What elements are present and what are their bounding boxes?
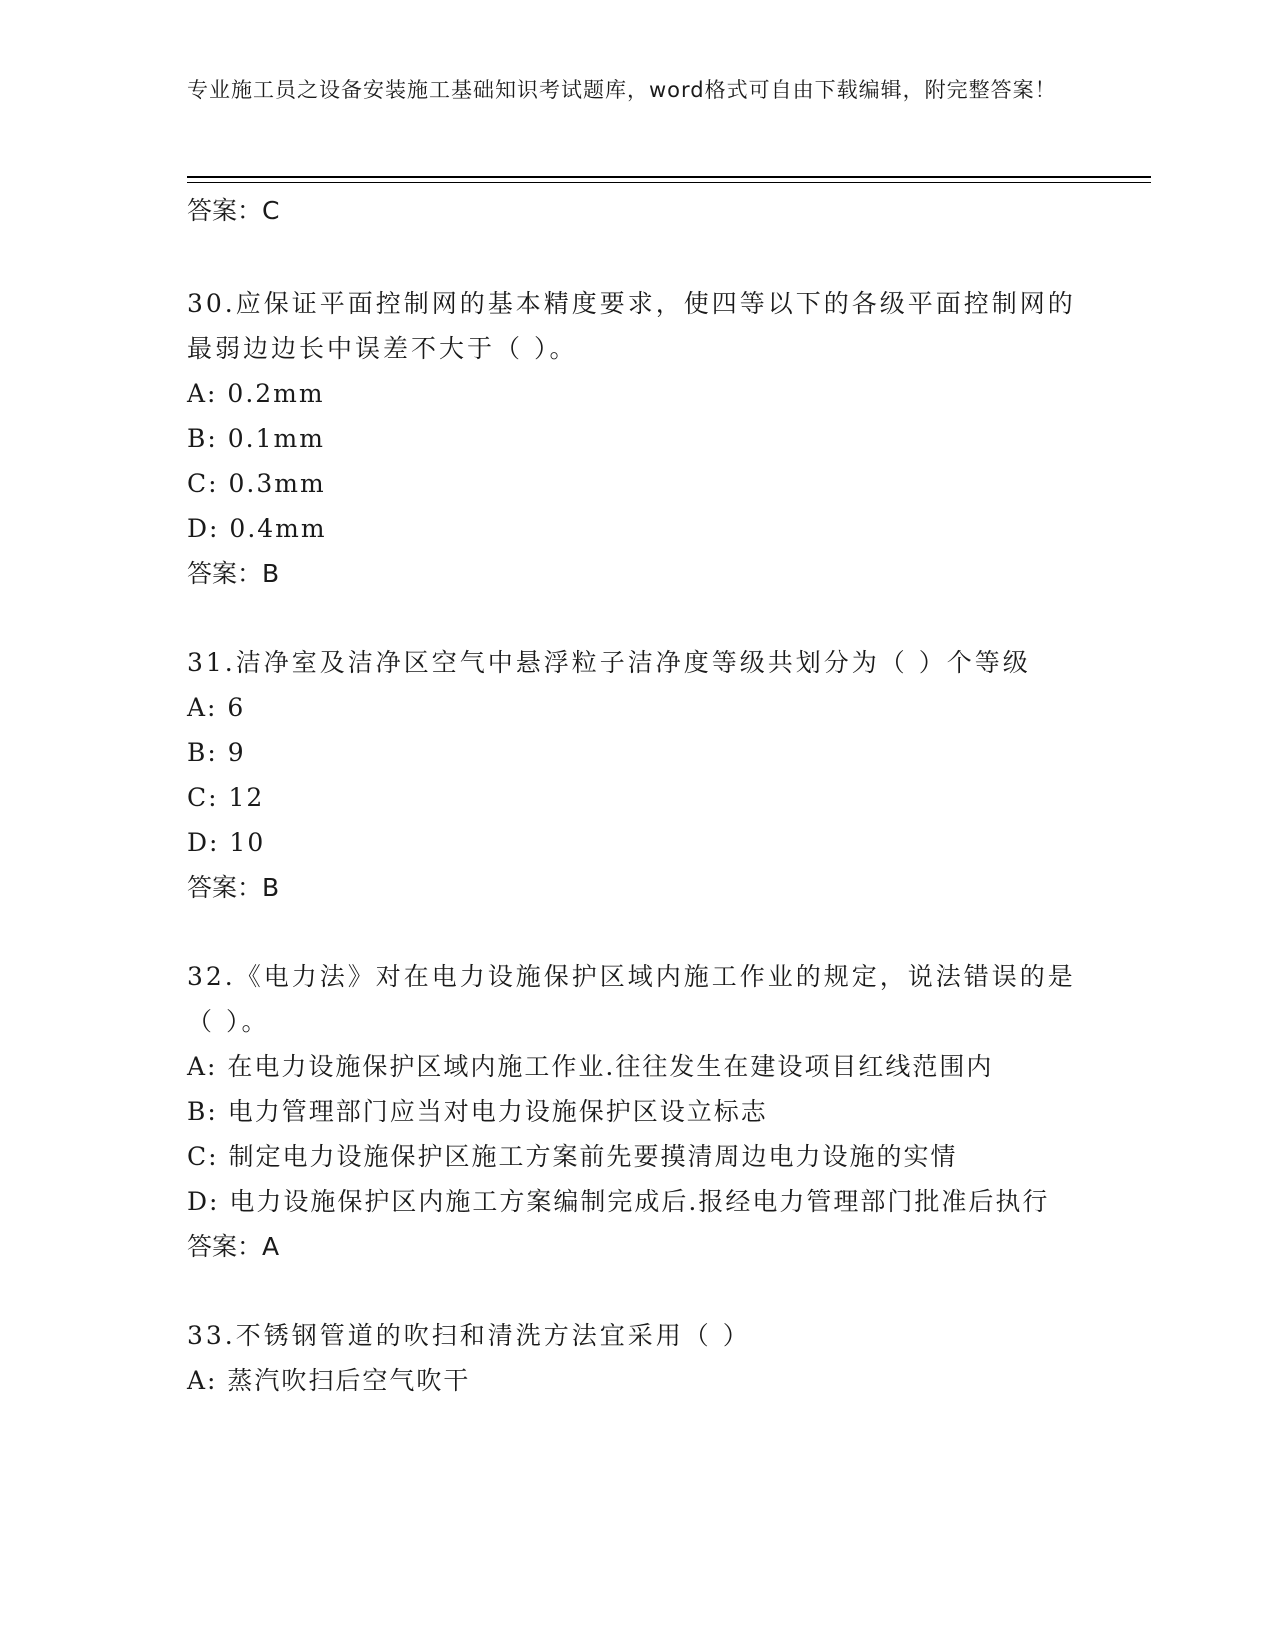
answer-32: 答案：A [187, 1232, 280, 1261]
option-d: D: 10 [187, 828, 266, 857]
question-stem: 31.洁净室及洁净区空气中悬浮粒子洁净度等级共划分为（ ）个等级 [187, 648, 1031, 677]
answer-31: 答案：B [187, 873, 280, 902]
answer-29: 答案：C [187, 196, 280, 225]
answer-30: 答案：B [187, 559, 280, 588]
option-c: C: 12 [187, 783, 265, 812]
document-header: 专业施工员之设备安装施工基础知识考试题库，word格式可自由下载编辑，附完整答案！ [187, 78, 1057, 102]
option-a: A: 在电力设施保护区域内施工作业.往往发生在建设项目红线范围内 [187, 1052, 994, 1081]
question-31 [187, 640, 1087, 910]
option-b: B: 电力管理部门应当对电力设施保护区设立标志 [187, 1097, 768, 1126]
option-a: A: 0.2mm [187, 379, 325, 408]
question-32 [187, 954, 1087, 1269]
question-stem: 33.不锈钢管道的吹扫和清洗方法宜采用（ ） [187, 1321, 751, 1350]
option-c: C: 0.3mm [187, 469, 326, 498]
option-b: B: 9 [187, 738, 246, 767]
option-a: A: 蒸汽吹扫后空气吹干 [187, 1366, 471, 1395]
question-stem: 30.应保证平面控制网的基本精度要求，使四等以下的各级平面控制网的最弱边边长中误差不大于（ ）。 [187, 289, 1076, 363]
option-c: C: 制定电力设施保护区施工方案前先要摸清周边电力设施的实情 [187, 1142, 958, 1171]
option-a: A: 6 [187, 693, 246, 722]
question-33 [187, 1313, 1087, 1403]
header-rule-thick [187, 176, 1151, 178]
option-b: B: 0.1mm [187, 424, 325, 453]
question-30 [187, 281, 1087, 596]
question-list [187, 185, 1087, 1403]
question-stem: 32.《电力法》对在电力设施保护区域内施工作业的规定，说法错误的是（ ）。 [187, 962, 1076, 1036]
header-rule-thin [187, 182, 1151, 183]
option-d: D: 0.4mm [187, 514, 327, 543]
option-d: D: 电力设施保护区内施工方案编制完成后.报经电力管理部门批准后执行 [187, 1187, 1050, 1216]
